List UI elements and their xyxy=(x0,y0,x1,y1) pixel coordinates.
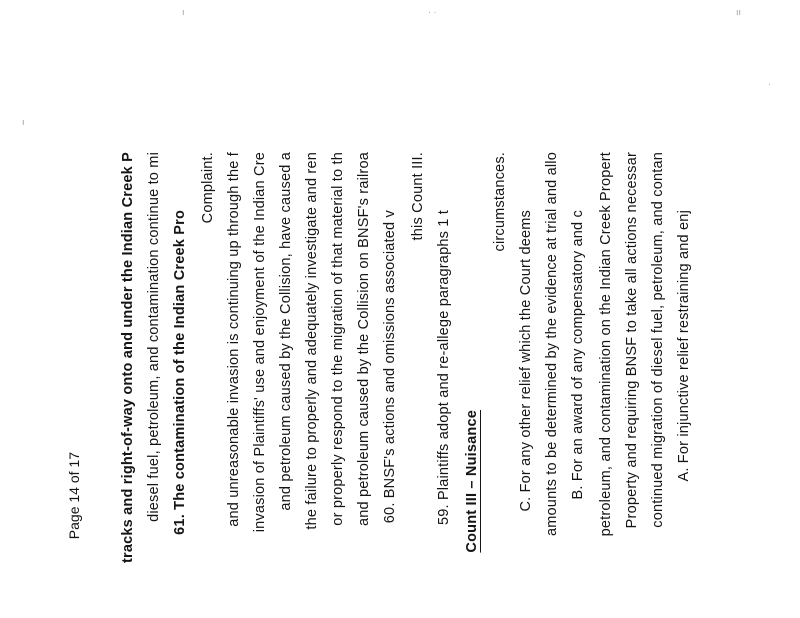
page-number: Page 14 of 17 xyxy=(66,452,82,540)
text-line: and petroleum caused by the Collision on BNSF's railroa xyxy=(356,152,372,527)
text-line: continued migration of diesel fuel, petroleum, and contan xyxy=(650,152,666,528)
text-line: 59. Plaintiffs adopt and re-allege paragraphs 1 t xyxy=(436,210,452,526)
scan-mark: ı xyxy=(22,117,25,127)
text-line: and petroleum caused by the Collision, have caused a xyxy=(278,152,294,511)
text-line: 60. BNSF's actions and omissions associated v xyxy=(382,210,398,524)
scan-mark: · · xyxy=(428,7,437,17)
text-line: B. For an award of any compensatory and c xyxy=(570,210,586,500)
text-line: Property and requiring BNSF to take all actions necessar xyxy=(624,152,640,529)
text-line: amounts to be determined by the evidence at trial and allo xyxy=(544,152,560,536)
text-line: C. For any other relief which the Court deems xyxy=(518,210,534,512)
text-line: 61. The contamination of the Indian Creek Pro xyxy=(172,210,188,535)
text-line: circumstances. xyxy=(492,152,508,252)
text-line: Complaint. xyxy=(200,152,216,224)
text-line: and unreasonable invasion is continuing up through the f xyxy=(226,152,242,527)
text-line: A. For injunctive relief restraining and enj xyxy=(676,210,692,482)
text-line: diesel fuel, petroleum, and contamination continue to mi xyxy=(146,152,162,522)
text-line: the failure to properly and adequately investigate and ren xyxy=(304,152,320,530)
text-line: tracks and right-of-way onto and under the Indian Creek P xyxy=(120,152,136,564)
scan-mark: ı xyxy=(182,7,185,17)
text-line: invasion of Plaintiffs' use and enjoyment of the Indian Cre xyxy=(252,152,268,533)
text-line: petroleum, and contamination on the Indian Creek Propert xyxy=(598,152,614,537)
scan-mark: · xyxy=(768,79,771,89)
section-heading: Count III – Nuisance xyxy=(464,410,480,553)
text-line: or properly respond to the migration of that material to th xyxy=(330,152,346,526)
scan-mark: ıı xyxy=(736,7,742,17)
text-line: this Count III. xyxy=(410,152,426,241)
